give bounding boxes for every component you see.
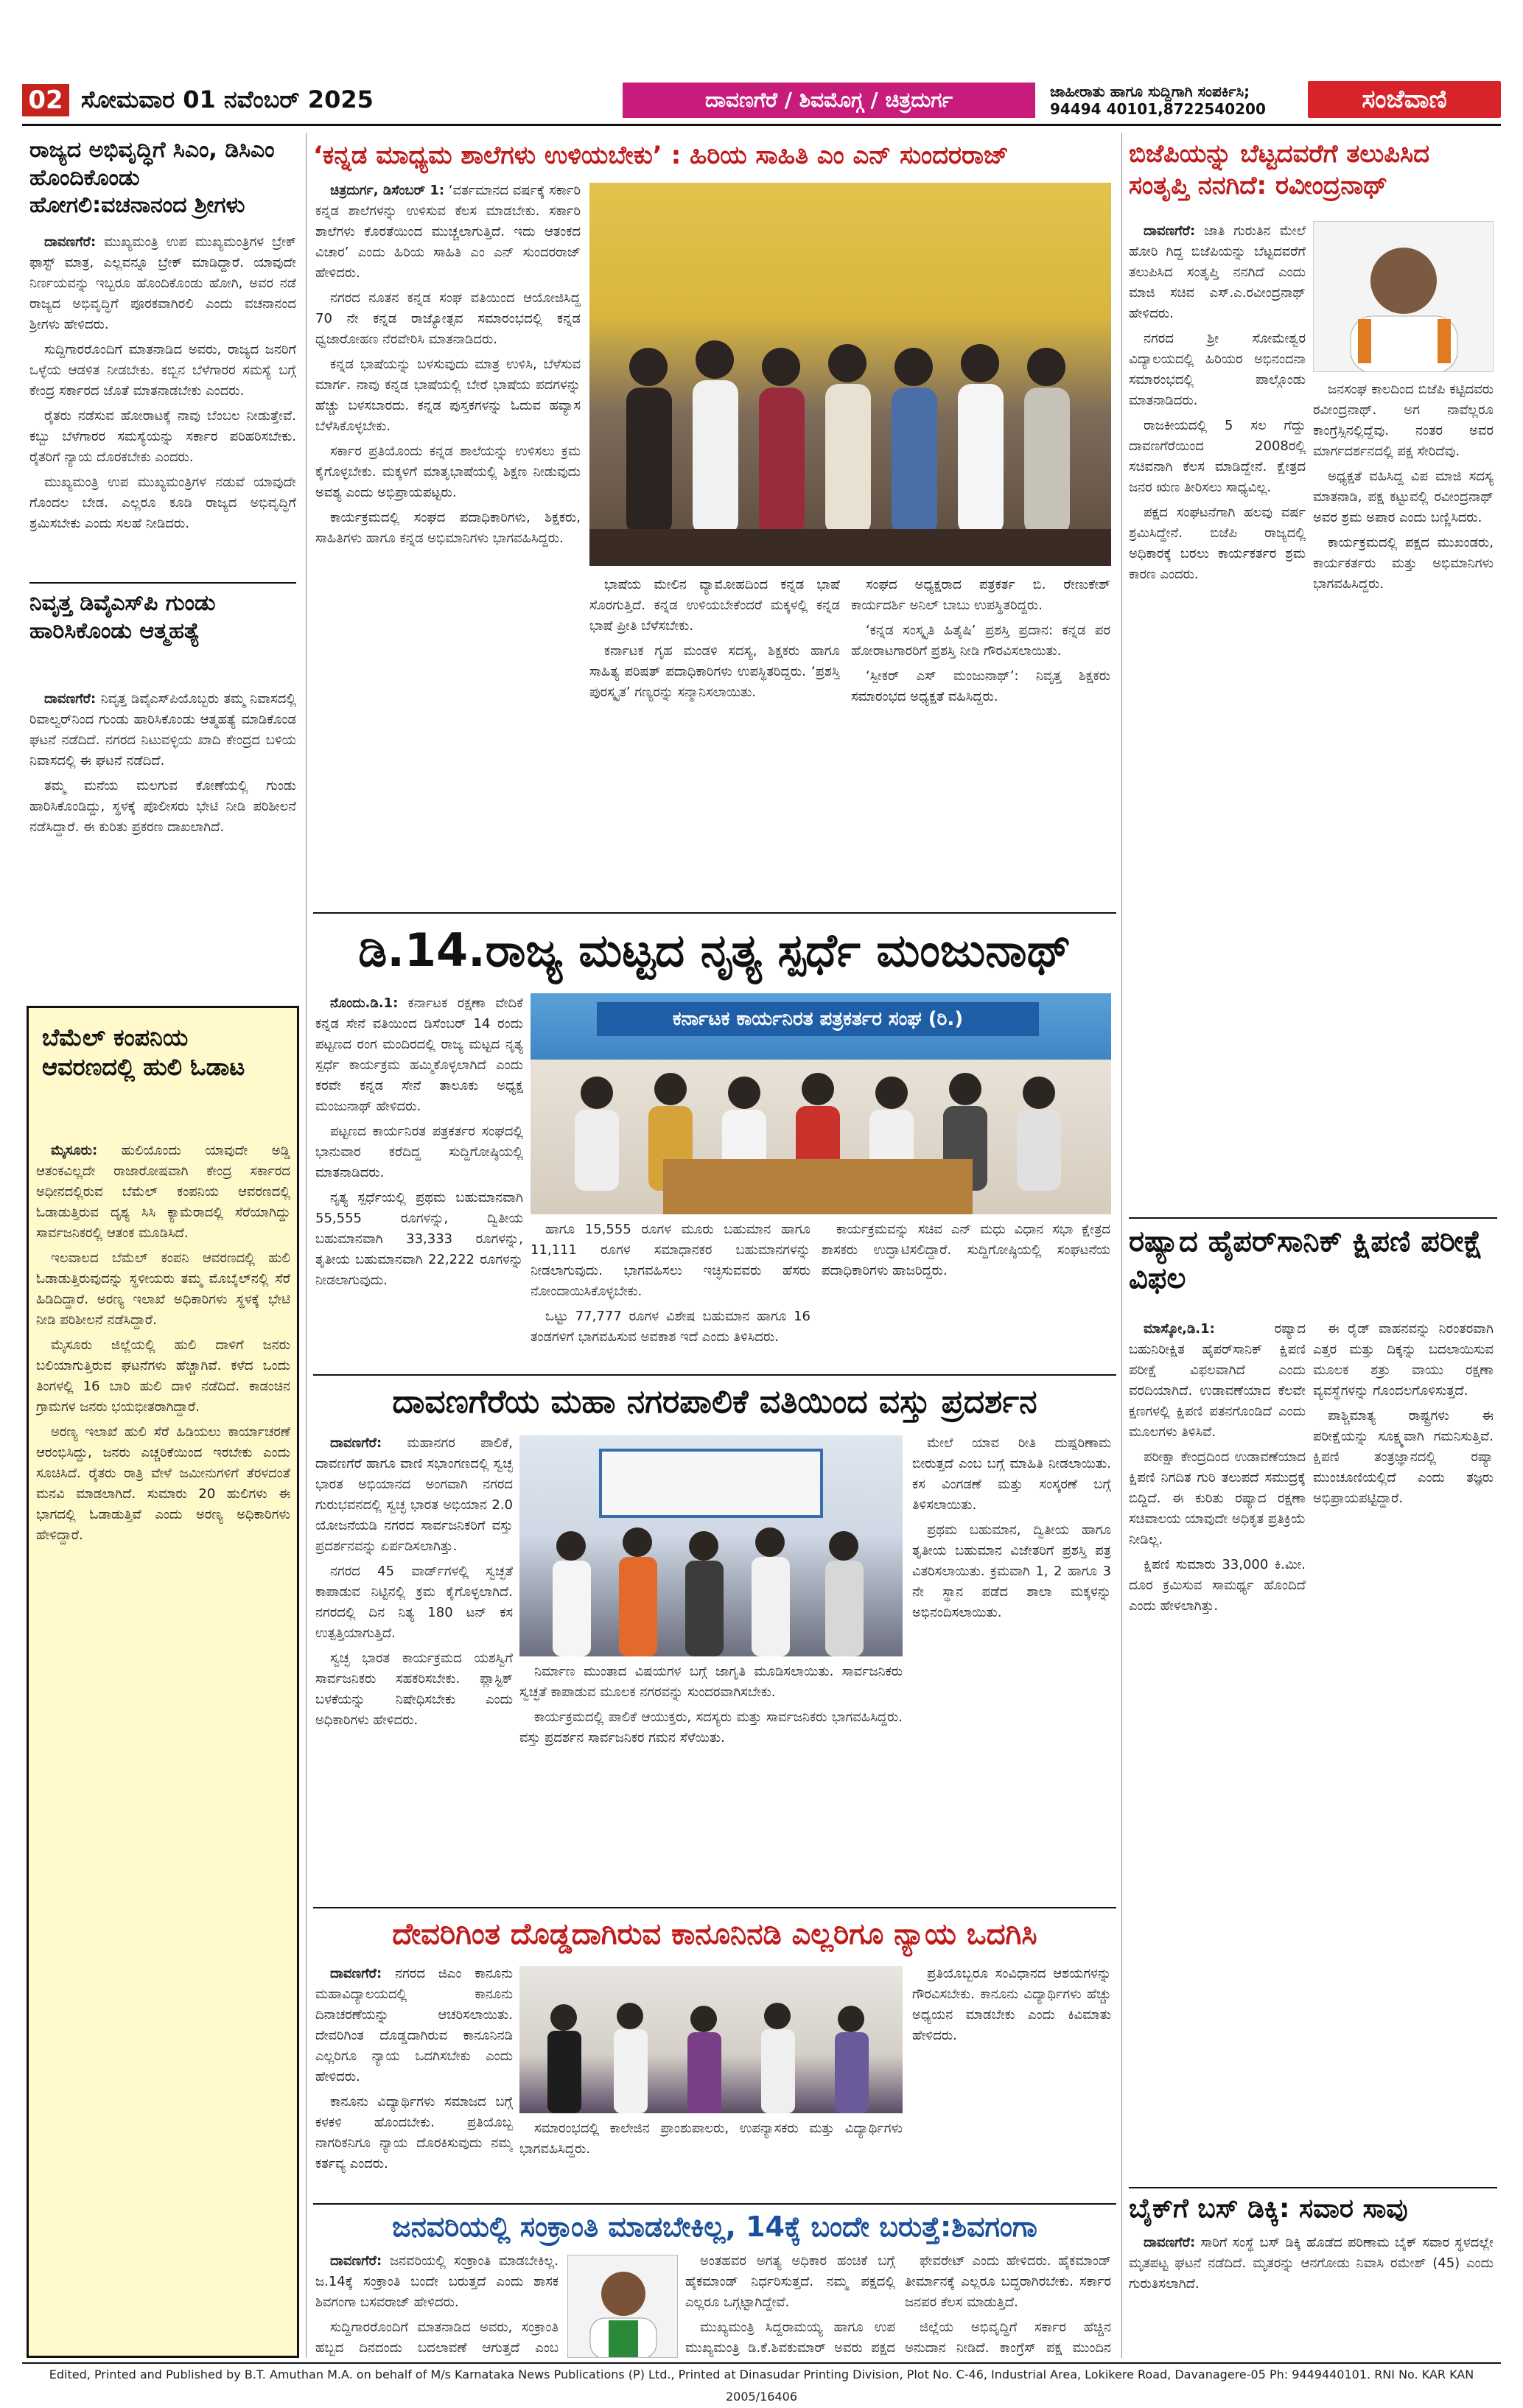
dateline: ಮೈಸೂರು: xyxy=(51,1143,98,1158)
paragraph: ಮಹಾನಗರ ಪಾಲಿಕೆ, ದಾವಣಗೆರೆ ಹಾಗೂ ವಾಣಿ ಸಭಾಂಗಣದಲ್ಲಿ ಸ್ವಚ್ಛ ಭಾರತ ಅಭಿಯಾನದ ಅಂಗವಾಗಿ ನಗರದ ಗುರುಭವನದಲ್ಲಿ ಸ್ವಚ್ಛ ಭಾರತ ಅಭಿಯಾನ 2.0 ಯೋಜನೆಯಡಿ ನಗರದ ಸಾರ್ವಜನಿಕರಿಗೆ ವಸ್ತು ಪ್ರದರ್ಶನವನ್ನು ಏರ್ಪಡಿಸಲಾಗಿತ್ತು. xyxy=(315,1435,513,1554)
dateline: ಮಾಸ್ಕೋ,ಡಿ.1: xyxy=(1144,1321,1215,1337)
paragraph: ಪಟ್ಟಣದ ಕಾರ್ಯನಿರತ ಪತ್ರಕರ್ತರ ಸಂಘದಲ್ಲಿ ಭಾನುವಾರ ಕರೆದಿದ್ದ ಸುದ್ದಿಗೋಷ್ಠಿಯಲ್ಲಿ ಮಾತನಾಡಿದರು. xyxy=(315,1124,523,1180)
paragraph: ನಿವೃತ್ತ ಡಿವೈಎಸ್‌ಪಿಯೊಬ್ಬರು ತಮ್ಮ ನಿವಾಸದಲ್ಲಿ ರಿವಾಲ್ವರ್‌ನಿಂದ ಗುಂಡು ಹಾರಿಸಿಕೊಂಡು ಆತ್ಮಹತ್ಯೆ ಮಾಡಿಕೊಂಡ ಘಟನೆ ನಡೆದಿದೆ. ನಗರದ ನಿಟುವಳ್ಳಿಯ ಖಾದಿ ಕೇಂದ್ರದ ಬಳಿಯ ನಿವಾಸದಲ್ಲಿ ಈ ಘಟನೆ ನಡೆದಿದೆ. xyxy=(29,691,296,769)
paragraph: ಸ್ವಚ್ಛ ಭಾರತ ಕಾರ್ಯಕ್ರಮದ ಯಶಸ್ವಿಗೆ ಸಾರ್ವಜನಿಕರು ಸಹಕರಿಸಬೇಕು. ಪ್ಲಾಸ್ಟಿಕ್ ಬಳಕೆಯನ್ನು ನಿಷೇಧಿಸಬೇಕು ಎಂದು ಅಧಿಕಾರಿಗಳು ಹೇಳಿದರು. xyxy=(315,1651,513,1728)
imprint-footer: Edited, Printed and Published by B.T. Amuthan M.A. on behalf of M/s Karnataka News Publications (P) Ltd., Printed at Dinasudar Printing Division, Plot No. C-46, Industrial Area, Lokikere Road, Davanagere-05 Ph: 9449440101. RNI No. KAR KAN 2005/16406 xyxy=(22,2362,1501,2384)
paragraph: ಜಾತಿ ಗುರುತಿನ ಮೇಲೆ ಹೋರಿ ಗಿದ್ದ ಬಿಜೆಪಿಯನ್ನು ಬೆಟ್ಟದವರೆಗೆ ತಲುಪಿಸಿದ ಸಂತೃಪ್ತಿ ನನಗಿದೆ ಎಂದು ಮಾಜಿ ಸಚಿವ ಎಸ್.ಎ.ರವೀಂದ್ರನಾಥ್ ಹೇಳಿದರು. xyxy=(1129,223,1306,321)
divider xyxy=(29,582,296,584)
headline-dysp-suicide: ನಿವೃತ್ತ ಡಿವೈಎಸ್‌ಪಿ ಗುಂಡು ಹಾರಿಸಿಕೊಂಡು ಆತ್ಮಹತ್ಯೆ xyxy=(29,590,216,644)
article-kannada-schools-col1 xyxy=(315,181,581,906)
article-ravindranath-col2 xyxy=(1313,379,1494,1212)
paragraph: ಪ್ರತಿಯೊಬ್ಬರೂ ಸಂವಿಧಾನದ ಆಶಯಗಳನ್ನು ಗೌರವಿಸಬೇಕು. ಕಾನೂನು ವಿದ್ಯಾರ್ಥಿಗಳು ಹೆಚ್ಚು ಅಧ್ಯಯನ ಮಾಡಬೇಕು ಎಂದು ಕಿವಿಮಾತು ಹೇಳಿದರು. xyxy=(912,1966,1111,2043)
page-number: 02 xyxy=(22,84,69,116)
paragraph: ‘ಸ್ಪೀಕರ್ ಎಸ್ ಮಂಜುನಾಥ್’: ನಿವೃತ್ತ ಶಿಕ್ಷಕರು ಸಮಾರಂಭದ ಅಧ್ಯಕ್ಷತೆ ವಹಿಸಿದ್ದರು. xyxy=(851,668,1110,704)
paragraph: ಮೈಸೂರು ಜಿಲ್ಲೆಯಲ್ಲಿ ಹುಲಿ ದಾಳಿಗೆ ಜನರು ಬಲಿಯಾಗುತ್ತಿರುವ ಘಟನೆಗಳು ಹೆಚ್ಚಾಗಿವೆ. ಕಳೆದ ಒಂದು ತಿಂಗಳಲ್ಲಿ 16 ಬಾರಿ ಹುಲಿ ದಾಳಿ ನಡೆದಿದೆ. ಕಾಡಂಚಿನ ಗ್ರಾಮಗಳ ಜನರು ಭಯಭೀತರಾಗಿದ್ದಾರೆ. xyxy=(36,1337,290,1415)
press-people-illustration xyxy=(531,993,1111,1214)
paragraph: ಕರ್ನಾಟಕ ಗೃಹ ಮಂಡಳಿ ಸದಸ್ಯ, ಶಿಕ್ಷಕರು ಹಾಗೂ ಸಾಹಿತ್ಯ ಪರಿಷತ್ ಪದಾಧಿಕಾರಿಗಳು ಉಪಸ್ಥಿತರಿದ್ದರು. ‘ಪ್ರಶಸ್ತಿ ಪುರಸ್ಕೃತ’ ಗಣ್ಯರನ್ನು ಸನ್ಮಾನಿಸಲಾಯಿತು. xyxy=(589,643,840,700)
headline-ravindranath: ಬಿಜೆಪಿಯನ್ನು ಬೆಟ್ಟದವರೆಗೆ ತಲುಪಿಸಿದ ಸಂತೃಪ್ತಿ ನನಗಿದೆ: ರವೀಂದ್ರನಾಥ್ xyxy=(1129,139,1430,200)
article-sankranti-col3 xyxy=(905,2251,1111,2358)
photo-banner-text: ಕರ್ನಾಟಕ ಕಾರ್ಯನಿರತ ಪತ್ರಕರ್ತರ ಸಂಘ (ರಿ.) xyxy=(597,1002,1039,1036)
photo-kannada-event xyxy=(589,183,1111,566)
paragraph: ಮುಖ್ಯಮಂತ್ರಿ ಸಿದ್ದರಾಮಯ್ಯ ಹಾಗೂ ಉಪ ಮುಖ್ಯಮಂತ್ರಿ ಡಿ.ಕೆ.ಶಿವಕುಮಾರ್ ಅವರು ಪಕ್ಷದ xyxy=(685,2320,895,2356)
divider xyxy=(313,2203,1116,2205)
headline-sankranti: ಜನವರಿಯಲ್ಲಿ ಸಂಕ್ರಾಂತಿ ಮಾಡಬೇಕಿಲ್ಲ, 14ಕ್ಕೆ ಬಂದೇ ಬರುತ್ತೆ:ಶಿವಗಂಗಾ xyxy=(392,2211,1037,2243)
column-rule xyxy=(306,133,307,2358)
article-law-col3 xyxy=(912,1964,1111,2199)
paragraph: ಕಾರ್ಯಕ್ರಮದಲ್ಲಿ ಪಾಲಿಕೆ ಆಯುಕ್ತರು, ಸದಸ್ಯರು ಮತ್ತು ಸಾರ್ವಜನಿಕರು ಭಾಗವಹಿಸಿದ್ದರು. ವಸ್ತು ಪ್ರದರ್ಶನ ಸಾರ್ವಜನಿಕರ ಗಮನ ಸೆಳೆಯಿತು. xyxy=(519,1709,903,1746)
paragraph: ಭಾಷೆಯ ಮೇಲಿನ ವ್ಯಾಮೋಹದಿಂದ ಕನ್ನಡ ಭಾಷೆ ಸೊರಗುತ್ತಿದೆ. ಕನ್ನಡ ಉಳಿಯಬೇಕೆಂದರೆ ಮಕ್ಕಳಲ್ಲಿ ಕನ್ನಡ ಭಾಷೆ ಪ್ರೀತಿ ಬೆಳೆಸಬೇಕು. xyxy=(589,577,840,634)
issue-date: ಸೋಮವಾರ 01 ನವೆಂಬರ್ 2025 xyxy=(81,85,374,113)
dateline: ಚಿತ್ರದುರ್ಗ, ಡಿಸೆಂಬರ್ 1: xyxy=(330,183,445,198)
headline-russia-missile: ರಷ್ಯಾದ ಹೈಪರ್‌ಸಾನಿಕ್ ಕ್ಷಿಪಣಿ ಪರೀಕ್ಷೆ ವಿಫಲ xyxy=(1129,1225,1483,1295)
article-law-col1 xyxy=(315,1964,513,2199)
paragraph: ಅಧ್ಯಕ್ಷತೆ ವಹಿಸಿದ್ದ ವಿಪ ಮಾಜಿ ಸದಸ್ಯ ಮಾತನಾಡಿ, ಪಕ್ಷ ಕಟ್ಟುವಲ್ಲಿ ರವೀಂದ್ರನಾಥ್ ಅವರ ಶ್ರಮ ಅಪಾರ ಎಂದು ಬಣ್ಣಿಸಿದರು. xyxy=(1313,469,1494,525)
dateline: ದಾವಣಗೆರೆ: xyxy=(330,2253,382,2269)
paragraph: ರಷ್ಯಾದ ಬಹುನಿರೀಕ್ಷಿತ ಹೈಪರ್‌ಸಾನಿಕ್ ಕ್ಷಿಪಣಿ ಪರೀಕ್ಷೆ ವಿಫಲವಾಗಿದೆ ಎಂದು ವರದಿಯಾಗಿದೆ. ಉಡಾವಣೆಯಾದ ಕೆಲವೇ ಕ್ಷಣಗಳಲ್ಲಿ ಕ್ಷಿಪಣಿ ಪತನಗೊಂಡಿದೆ ಎಂದು ಮೂಲಗಳು ತಿಳಿಸಿವೆ. xyxy=(1129,1321,1306,1440)
headline-dance-competition: ಡಿ.14.ರಾಜ್ಯ ಮಟ್ಟದ ನೃತ್ಯ ಸ್ಪರ್ಧೆ ಮಂಜುನಾಥ್ xyxy=(358,923,1071,977)
headline-kannada-schools: ‘ಕನ್ನಡ ಮಾಧ್ಯಮ ಶಾಲೆಗಳು ಉಳಿಯಬೇಕು’ : ಹಿರಿಯ ಸಾಹಿತಿ ಎಂ ಎನ್ ಸುಂದರರಾಜ್ xyxy=(313,141,1009,170)
dateline: ದಾವಣಗೆರೆ: xyxy=(44,691,97,707)
dateline: ನೊಂದು.ಡಿ.1: xyxy=(330,995,399,1011)
paragraph: ಒಟ್ಟು 77,777 ರೂಗಳ ವಿಶೇಷ ಬಹುಮಾನ ಹಾಗೂ 16 ತಂಡಗಳಿಗೆ ಭಾಗವಹಿಸುವ ಅವಕಾಶ ಇದೆ ಎಂದು ತಿಳಿಸಿದರು. xyxy=(531,1309,810,1345)
photo-exhibition xyxy=(519,1435,903,1656)
divider xyxy=(1129,1217,1497,1219)
article-bemel-tiger xyxy=(36,1141,290,2349)
paragraph: ನಗರದ ಜಿಎಂ ಕಾನೂನು ಮಹಾವಿದ್ಯಾಲಯದಲ್ಲಿ ಕಾನೂನು ದಿನಾಚರಣೆಯನ್ನು ಆಚರಿಸಲಾಯಿತು. ದೇವರಿಗಿಂತ ದೊಡ್ಡದಾಗಿರುವ ಕಾನೂನಿನಡಿ ಎಲ್ಲರಿಗೂ ನ್ಯಾಯ ಒದಗಿಸಬೇಕು ಎಂದು ಹೇಳಿದರು. xyxy=(315,1966,513,2085)
paragraph: ಕಾರ್ಯಕ್ರಮದಲ್ಲಿ ಪಕ್ಷದ ಮುಖಂಡರು, ಕಾರ್ಯಕರ್ತರು ಮತ್ತು ಅಭಿಮಾನಿಗಳು ಭಾಗವಹಿಸಿದ್ದರು. xyxy=(1313,535,1494,592)
paragraph: ನಿರ್ಮಾಣ ಮುಂತಾದ ವಿಷಯಗಳ ಬಗ್ಗೆ ಜಾಗೃತಿ ಮೂಡಿಸಲಾಯಿತು. ಸಾರ್ವಜನಿಕರು ಸ್ವಚ್ಛತೆ ಕಾಪಾಡುವ ಮೂಲಕ ನಗರವನ್ನು ಸುಂದರವಾಗಿಸಬೇಕು. xyxy=(519,1664,903,1700)
dateline: ದಾವಣಗೆರೆ: xyxy=(44,234,97,250)
paragraph: ಸುದ್ದಿಗಾರರೊಂದಿಗೆ ಮಾತನಾಡಿದ ಅವರು, ಸಂಕ್ರಾಂತಿ ಹಬ್ಬದ ದಿನದಂದು ಬದಲಾವಣೆ ಆಗುತ್ತದೆ ಎಂಬ xyxy=(315,2320,559,2356)
divider xyxy=(313,1907,1116,1908)
article-bus-accident xyxy=(1129,2233,1494,2358)
exhibition-people-illustration xyxy=(519,1435,903,1656)
law-day-people-illustration xyxy=(519,1966,903,2113)
paragraph: ಹುಲಿಯೊಂದು ಯಾವುದೇ ಅಡ್ಡಿ ಆತಂಕವಿಲ್ಲದೇ ರಾಜಾರೋಷವಾಗಿ ಕೇಂದ್ರ ಸರ್ಕಾರದ ಅಧೀನದಲ್ಲಿರುವ ಬೆಮೆಲ್ ಕಂಪನಿಯ ಆವರಣದಲ್ಲಿ ಓಡಾಡುತ್ತಿರುವ ದೃಶ್ಯ ಸಿಸಿ ಕ್ಯಾಮೆರಾದಲ್ಲಿ ಸೆರೆಯಾಗಿದ್ದು ಸಾರ್ವಜನಿಕರಲ್ಲಿ ಆತಂಕ ಮೂಡಿಸಿದೆ. xyxy=(36,1143,290,1241)
paragraph: ಮುಖ್ಯಮಂತ್ರಿ ಉಪ ಮುಖ್ಯಮಂತ್ರಿಗಳ ನಡುವೆ ಯಾವುದೇ ಗೊಂದಲ ಬೇಡ. ಎಲ್ಲರೂ ಕೂಡಿ ರಾಜ್ಯದ ಅಭಿವೃದ್ಧಿಗೆ ಶ್ರಮಿಸಬೇಕು ಎಂದು ಸಲಹೆ ನೀಡಿದರು. xyxy=(29,475,296,531)
paragraph: ಮುಖ್ಯಮಂತ್ರಿ ಉಪ ಮುಖ್ಯಮಂತ್ರಿಗಳ ಬ್ರೇಕ್ ಫಾಸ್ಟ್ ಮಾತ್ರ, ಎಲ್ಲವನ್ನೂ ಬ್ರೇಕ್ ಮಾಡಿದ್ದಾರೆ. ಯಾವುದೇ ನಿರ್ಣಯವನ್ನು ಇಬ್ಬರೂ ಹೊಂದಿಕೊಂಡು ಹೋಗಿ, ಅವರ ನಡೆ ರಾಜ್ಯದ ಅಭಿವೃದ್ಧಿಗೆ ಪೂರಕವಾಗಿರಲಿ ಎಂದು ವಚನಾನಂದ ಶ್ರೀಗಳು ಹೇಳಿದರು. xyxy=(29,234,296,332)
headline-exhibition: ದಾವಣಗೆರೆಯ ಮಹಾ ನಗರಪಾಲಿಕೆ ವತಿಯಿಂದ ವಸ್ತು ಪ್ರದರ್ಶನ xyxy=(392,1383,1037,1421)
newspaper-logo: ಸಂಜೆವಾಣಿ xyxy=(1308,81,1501,118)
paragraph: ನೃತ್ಯ ಸ್ಪರ್ಧೆಯಲ್ಲಿ ಪ್ರಥಮ ಬಹುಮಾನವಾಗಿ 55,555 ರೂಗಳನ್ನು, ದ್ವಿತೀಯ ಬಹುಮಾನವಾಗಿ 33,333 ರೂಗಳನ್ನು, ತೃತೀಯ ಬಹುಮಾನವಾಗಿ 22,222 ರೂಗಳನ್ನು ನೀಡಲಾಗುವುದು. xyxy=(315,1190,523,1288)
dateline: ದಾವಣಗೆರೆ: xyxy=(330,1966,382,1981)
headline-bus-accident: ಬೈಕ್‌ಗೆ ಬಸ್ ಡಿಕ್ಕಿ: ಸವಾರ ಸಾವು xyxy=(1129,2194,1408,2224)
article-law-col2 xyxy=(519,2118,903,2199)
divider xyxy=(313,1374,1116,1376)
paragraph: ಕ್ಷಿಪಣಿ ಸುಮಾರು 33,000 ಕಿ.ಮೀ. ದೂರ ಕ್ರಮಿಸುವ ಸಾಮರ್ಥ್ಯ ಹೊಂದಿದೆ ಎಂದು ಹೇಳಲಾಗಿತ್ತು. xyxy=(1129,1557,1306,1614)
paragraph: ಸುದ್ದಿಗಾರರೊಂದಿಗೆ ಮಾತನಾಡಿದ ಅವರು, ರಾಜ್ಯದ ಜನರಿಗೆ ಒಳ್ಳೆಯ ಆಡಳಿತ ನೀಡಬೇಕು. ಕಬ್ಬಿನ ಬೆಳೆಗಾರರ ಸಮಸ್ಯೆ ಬಗ್ಗೆ ಕೇಂದ್ರ ಸರ್ಕಾರದ ಜೊತೆ ಮಾತನಾಡಬೇಕು ಎಂದರು. xyxy=(29,342,296,399)
paragraph: ಕನ್ನಡ ಭಾಷೆಯನ್ನು ಬಳಸುವುದು ಮಾತ್ರ ಉಳಿಸಿ, ಬೆಳೆಸುವ ಮಾರ್ಗ. ನಾವು ಕನ್ನಡ ಭಾಷೆಯಲ್ಲಿ ಬೇರೆ ಭಾಷೆಯ ಪದಗಳನ್ನು ಹೆಚ್ಚು ಬಳಸಬಾರದು. ಕನ್ನಡ ಪುಸ್ತಕಗಳನ್ನು ಓದುವ ಹವ್ಯಾಸ ಬೆಳೆಸಿಕೊಳ್ಳಬೇಕು. xyxy=(315,357,581,434)
article-cm-dcm xyxy=(29,232,296,578)
paragraph: ಪ್ರಥಮ ಬಹುಮಾನ, ದ್ವಿತೀಯ ಹಾಗೂ ತೃತೀಯ ಬಹುಮಾನ ವಿಜೇತರಿಗೆ ಪ್ರಶಸ್ತಿ ಪತ್ರ ವಿತರಿಸಲಾಯಿತು. ಕ್ರಮವಾಗಿ 1, 2 ಹಾಗೂ 3 ನೇ ಸ್ಥಾನ ಪಡೆದ ಶಾಲಾ ಮಕ್ಕಳನ್ನು ಅಭಿನಂದಿಸಲಾಯಿತು. xyxy=(912,1522,1111,1620)
divider xyxy=(313,912,1116,914)
paragraph: ಕಾರ್ಯಕ್ರಮವನ್ನು ಸಚಿವ ಎನ್ ಮಧು ವಿಧಾನ ಸಭಾ ಕ್ಷೇತ್ರದ ಶಾಸಕರು ಉದ್ಘಾಟಿಸಲಿದ್ದಾರೆ. ಸುದ್ದಿಗೋಷ್ಠಿಯಲ್ಲಿ ಸಂಘಟನೆಯ ಪದಾಧಿಕಾರಿಗಳು ಹಾಜರಿದ್ದರು. xyxy=(822,1222,1110,1278)
paragraph: ಕರ್ನಾಟಕ ರಕ್ಷಣಾ ವೇದಿಕೆ ಕನ್ನಡ ಸೇನೆ ವತಿಯಿಂದ ಡಿಸೆಂಬರ್ 14 ರಂದು ಪಟ್ಟಣದ ರಂಗ ಮಂದಿರದಲ್ಲಿ ರಾಜ್ಯ ಮಟ್ಟದ ನೃತ್ಯ ಸ್ಪರ್ಧೆ ಕಾರ್ಯಕ್ರಮ ಹಮ್ಮಿಕೊಳ್ಳಲಾಗಿದೆ ಎಂದು ಕರವೇ ಕನ್ನಡ ಸೇನೆ ತಾಲೂಕು ಅಧ್ಯಕ್ಷ ಮಂಜುನಾಥ್ ಹೇಳಿದರು. xyxy=(315,995,523,1114)
page-header xyxy=(22,81,1501,119)
paragraph: ಇಲವಾಲದ ಬೆಮೆಲ್ ಕಂಪನಿ ಆವರಣದಲ್ಲಿ ಹುಲಿ ಓಡಾಡುತ್ತಿರುವುದನ್ನು ಸ್ಥಳೀಯರು ತಮ್ಮ ಮೊಬೈಲ್‌ನಲ್ಲಿ ಸೆರೆ ಹಿಡಿದಿದ್ದಾರೆ. ಅರಣ್ಯ ಇಲಾಖೆ ಅಧಿಕಾರಿಗಳು ಸ್ಥಳಕ್ಕೆ ಭೇಟಿ ನೀಡಿ ಪರಿಶೀಲನೆ ನಡೆಸಿದ್ದಾರೆ. xyxy=(36,1250,290,1328)
paragraph: ಈ ರೈಡ್ ವಾಹನವನ್ನು ನಿರಂತರವಾಗಿ ಎತ್ತರ ಮತ್ತು ದಿಕ್ಕನ್ನು ಬದಲಾಯಿಸುವ ಮೂಲಕ ಶತ್ರು ವಾಯು ರಕ್ಷಣಾ ವ್ಯವಸ್ಥೆಗಳನ್ನು ಗೊಂದಲಗೊಳಿಸುತ್ತದೆ. xyxy=(1313,1321,1494,1399)
paragraph: ನಗರದ ಶ್ರೀ ಸೋಮೇಶ್ವರ ವಿದ್ಯಾಲಯದಲ್ಲಿ ಹಿರಿಯರ ಅಭಿನಂದನಾ ಸಮಾರಂಭದಲ್ಲಿ ಪಾಲ್ಗೊಂಡು ಮಾತನಾಡಿದರು. xyxy=(1129,331,1306,408)
paragraph: ಹಾಗೂ 15,555 ರೂಗಳ ಮೂರು ಬಹುಮಾನ ಹಾಗೂ 11,111 ರೂಗಳ ಸಮಾಧಾನಕರ ಬಹುಮಾನಗಳನ್ನು ನೀಡಲಾಗುವುದು. ಭಾಗವಹಿಸಲು ಇಚ್ಛಿಸುವವರು ಹೆಸರು ನೋಂದಾಯಿಸಿಕೊಳ್ಳಬೇಕು. xyxy=(531,1222,810,1299)
article-dance-col2 xyxy=(531,1219,810,1371)
dateline: ದಾವಣಗೆರೆ: xyxy=(1144,2235,1196,2250)
dateline: ದಾವಣಗೆರೆ: xyxy=(330,1435,382,1451)
paragraph: ನಗರದ ನೂತನ ಕನ್ನಡ ಸಂಘ ವತಿಯಿಂದ ಆಯೋಜಿಸಿದ್ದ 70 ನೇ ಕನ್ನಡ ರಾಜ್ಯೋತ್ಸವ ಸಮಾರಂಭದಲ್ಲಿ ಕನ್ನಡ ಧ್ವಜಾರೋಹಣ ನೆರವೇರಿಸಿ ಮಾತನಾಡಿದರು. xyxy=(315,290,581,347)
article-sankranti-col2 xyxy=(685,2251,895,2358)
divider xyxy=(1129,2187,1497,2188)
paragraph: ಅರಣ್ಯ ಇಲಾಖೆ ಹುಲಿ ಸೆರೆ ಹಿಡಿಯಲು ಕಾರ್ಯಾಚರಣೆ ಆರಂಭಿಸಿದ್ದು, ಜನರು ಎಚ್ಚರಿಕೆಯಿಂದ ಇರಬೇಕು ಎಂದು ಸೂಚಿಸಿದೆ. ರೈತರು ರಾತ್ರಿ ವೇಳೆ ಜಮೀನುಗಳಿಗೆ ತೆರಳದಂತೆ ಮನವಿ ಮಾಡಲಾಗಿದೆ. ಸುಮಾರು 20 ಹುಲಿಗಳು ಈ ಭಾಗದಲ್ಲಿ ಓಡಾಡುತ್ತಿವೆ ಎಂದು ಅರಣ್ಯ ಅಧಿಕಾರಿಗಳು ಹೇಳಿದ್ದಾರೆ. xyxy=(36,1424,290,1543)
paragraph: ಪಕ್ಷದ ಸಂಘಟನೆಗಾಗಿ ಹಲವು ವರ್ಷ ಶ್ರಮಿಸಿದ್ದೇನೆ. ಬಿಜೆಪಿ ರಾಜ್ಯದಲ್ಲಿ ಅಧಿಕಾರಕ್ಕೆ ಬರಲು ಕಾರ್ಯಕರ್ತರ ಶ್ರಮ ಕಾರಣ ಎಂದರು. xyxy=(1129,505,1306,582)
paragraph: ‘ವರ್ತಮಾನದ ವರ್ಷಕ್ಕೆ ಸರ್ಕಾರಿ ಕನ್ನಡ ಶಾಲೆಗಳನ್ನು ಉಳಿಸುವ ಕೆಲಸ ಮಾಡಬೇಕು. ಸರ್ಕಾರಿ ಶಾಲೆಗಳು ಕೊರತೆಯಿಂದ ಮುಚ್ಚಲಾಗುತ್ತಿದೆ. ಇದು ಆತಂಕದ ವಿಚಾರ’ ಎಂದು ಹಿರಿಯ ಸಾಹಿತಿ ಎಂ ಎನ್ ಸುಂದರರಾಜ್ ಹೇಳಿದರು. xyxy=(315,183,581,281)
dateline: ದಾವಣಗೆರೆ: xyxy=(1144,223,1196,239)
paragraph: ರಾಜಕೀಯದಲ್ಲಿ 5 ಸಲ ಗೆದ್ದು ದಾವಣಗೆರೆಯಿಂದ 2008ರಲ್ಲಿ ಸಚಿವನಾಗಿ ಕೆಲಸ ಮಾಡಿದ್ದೇನೆ. ಕ್ಷೇತ್ರದ ಜನರ ಋಣ ತೀರಿಸಲು ಸಾಧ್ಯವಿಲ್ಲ. xyxy=(1129,418,1306,495)
tiger-news-box xyxy=(27,1006,299,2358)
paragraph: ಸರ್ಕಾರ ಪ್ರತಿಯೊಂದು ಕನ್ನಡ ಶಾಲೆಯನ್ನು ಉಳಿಸಲು ಕ್ರಮ ಕೈಗೊಳ್ಳಬೇಕು. ಮಕ್ಕಳಿಗೆ ಮಾತೃಭಾಷೆಯಲ್ಲಿ ಶಿಕ್ಷಣ ನೀಡುವುದು ಅವಶ್ಯ ಎಂದು ಅಭಿಪ್ರಾಯಪಟ್ಟರು. xyxy=(315,444,581,500)
ad-contact-label: ಜಾಹೀರಾತು ಹಾಗೂ ಸುದ್ದಿಗಾಗಿ ಸಂಪರ್ಕಿಸಿ; xyxy=(1050,83,1250,100)
portrait-illustration xyxy=(568,2255,678,2358)
headline-law-day: ದೇವರಿಗಿಂತ ದೊಡ್ಡದಾಗಿರುವ ಕಾನೂನಿನಡಿ ಎಲ್ಲರಿಗೂ ನ್ಯಾಯ ಒದಗಿಸಿ xyxy=(392,1917,1037,1951)
article-exhibition-col1 xyxy=(315,1433,513,1905)
paragraph: ಅಂತಹವರ ಅಗತ್ಯ ಅಧಿಕಾರ ಹಂಚಿಕೆ ಬಗ್ಗೆ ಹೈಕಮಾಂಡ್ ನಿರ್ಧರಿಸುತ್ತದೆ. ನಮ್ಮ ಪಕ್ಷದಲ್ಲಿ ಎಲ್ಲರೂ ಒಗ್ಗಟ್ಟಾಗಿದ್ದೇವೆ. xyxy=(685,2253,895,2310)
portrait-illustration xyxy=(1314,222,1494,372)
ad-contact-phone: 94494 40101,8722540200 xyxy=(1050,100,1266,118)
headline-bemel-tiger: ಬೆಮೆಲ್ ಕಂಪನಿಯ ಆವರಣದಲ್ಲಿ ಹುಲಿ ಓಡಾಟ xyxy=(42,1023,245,1081)
paragraph: ಕಾರ್ಯಕ್ರಮದಲ್ಲಿ ಸಂಘದ ಪದಾಧಿಕಾರಿಗಳು, ಶಿಕ್ಷಕರು, ಸಾಹಿತಿಗಳು ಹಾಗೂ ಕನ್ನಡ ಅಭಿಮಾನಿಗಳು ಭಾಗವಹಿಸಿದ್ದರು. xyxy=(315,510,581,546)
photo-press-meet xyxy=(531,993,1111,1214)
paragraph: ನಗರದ 45 ವಾರ್ಡ್‌ಗಳಲ್ಲಿ ಸ್ವಚ್ಛತೆ ಕಾಪಾಡುವ ನಿಟ್ಟಿನಲ್ಲಿ ಕ್ರಮ ಕೈಗೊಳ್ಳಲಾಗಿದೆ. ನಗರದಲ್ಲಿ ದಿನ ನಿತ್ಯ 180 ಟನ್ ಕಸ ಉತ್ಪತ್ತಿಯಾಗುತ್ತಿದೆ. xyxy=(315,1564,513,1641)
paragraph: ಮೇಲೆ ಯಾವ ರೀತಿ ದುಷ್ಪರಿಣಾಮ ಬೀರುತ್ತದೆ ಎಂಬ ಬಗ್ಗೆ ಮಾಹಿತಿ ನೀಡಲಾಯಿತು. ಕಸ ವಿಂಗಡಣೆ ಮತ್ತು ಸಂಸ್ಕರಣೆ ಬಗ್ಗೆ ತಿಳಿಸಲಾಯಿತು. xyxy=(912,1435,1111,1513)
article-exhibition-col3 xyxy=(912,1433,1111,1905)
paragraph: ಜನವರಿಯಲ್ಲಿ ಸಂಕ್ರಾಂತಿ ಮಾಡಬೇಕಿಲ್ಲ. ಜ.14ಕ್ಕೆ ಸಂಕ್ರಾಂತಿ ಬಂದೇ ಬರುತ್ತದೆ ಎಂದು ಶಾಸಕ ಶಿವಗಂಗಾ ಬಸವರಾಜ್ ಹೇಳಿದರು. xyxy=(315,2253,559,2310)
article-russia-col1 xyxy=(1129,1319,1306,2181)
paragraph: ಸಮಾರಂಭದಲ್ಲಿ ಕಾಲೇಜಿನ ಪ್ರಾಂಶುಪಾಲರು, ಉಪನ್ಯಾಸಕರು ಮತ್ತು ವಿದ್ಯಾರ್ಥಿಗಳು ಭಾಗವಹಿಸಿದ್ದರು. xyxy=(519,2121,903,2157)
paragraph: ಪಾಶ್ಚಿಮಾತ್ಯ ರಾಷ್ಟ್ರಗಳು ಈ ಪರೀಕ್ಷೆಯನ್ನು ಸೂಕ್ಷ್ಮವಾಗಿ ಗಮನಿಸುತ್ತಿವೆ. ಕ್ಷಿಪಣಿ ತಂತ್ರಜ್ಞಾನದಲ್ಲಿ ರಷ್ಯಾ ಮುಂಚೂಣಿಯಲ್ಲಿದೆ ಎಂದು ತಜ್ಞರು ಅಭಿಪ್ರಾಯಪಟ್ಟಿದ್ದಾರೆ. xyxy=(1313,1408,1494,1506)
article-dysp-suicide xyxy=(29,689,296,998)
article-exhibition-col2 xyxy=(519,1662,903,1905)
column-rule xyxy=(1121,133,1122,2358)
article-dance-col1 xyxy=(315,993,523,1369)
region-banner: ದಾವಣಗೆರೆ / ಶಿವಮೊಗ್ಗ / ಚಿತ್ರದುರ್ಗ xyxy=(623,83,1035,118)
paragraph: ತಮ್ಮ ಮನೆಯ ಮಲಗುವ ಕೋಣೆಯಲ್ಲಿ ಗುಂಡು ಹಾರಿಸಿಕೊಂಡಿದ್ದು, ಸ್ಥಳಕ್ಕೆ ಪೊಲೀಸರು ಭೇಟಿ ನೀಡಿ ಪರಿಶೀಲನೆ ನಡೆಸಿದ್ದಾರೆ. ಈ ಕುರಿತು ಪ್ರಕರಣ ದಾಖಲಾಗಿದೆ. xyxy=(29,778,296,835)
paragraph: ಫೇವರೇಟ್ ಎಂದು ಹೇಳಿದರು. ಹೈಕಮಾಂಡ್ ತೀರ್ಮಾನಕ್ಕೆ ಎಲ್ಲರೂ ಬದ್ಧರಾಗಿರಬೇಕು. ಸರ್ಕಾರ ಜನಪರ ಕೆಲಸ ಮಾಡುತ್ತಿದೆ. xyxy=(905,2253,1111,2310)
people-group-illustration xyxy=(589,183,1111,566)
photo-shivaganga xyxy=(567,2255,678,2358)
paragraph: ಸಂಘದ ಅಧ್ಯಕ್ಷರಾದ ಪತ್ರಕರ್ತ ಬಿ. ರೇಣುಕೇಶ್ ಕಾರ್ಯದರ್ಶಿ ಅನಿಲ್ ಬಾಬು ಉಪಸ್ಥಿತರಿದ್ದರು. xyxy=(851,577,1110,613)
article-kannada-schools-col3 xyxy=(851,575,1110,906)
paragraph: ‘ಕನ್ನಡ ಸಂಸ್ಕೃತಿ ಹಿತೈಷಿ’ ಪ್ರಶಸ್ತಿ ಪ್ರದಾನ: ಕನ್ನಡ ಪರ ಹೋರಾಟಗಾರರಿಗೆ ಪ್ರಶಸ್ತಿ ನೀಡಿ ಗೌರವಿಸಲಾಯಿತು. xyxy=(851,623,1110,659)
paragraph: ರೈತರು ನಡೆಸುವ ಹೋರಾಟಕ್ಕೆ ನಾವು ಬೆಂಬಲ ನೀಡುತ್ತೇವೆ. ಕಬ್ಬು ಬೆಳೆಗಾರರ ಸಮಸ್ಯೆಯನ್ನು ಸರ್ಕಾರ ಪರಿಹರಿಸಬೇಕು. ರೈತರಿಗೆ ನ್ಯಾಯ ದೊರಕಬೇಕು ಎಂದರು. xyxy=(29,408,296,465)
photo-law-day xyxy=(519,1966,903,2113)
paragraph: ಜನಸಂಘ ಕಾಲದಿಂದ ಬಿಜೆಪಿ ಕಟ್ಟಿದವರು ರವೀಂದ್ರನಾಥ್. ಅಗ ನಾವೆಲ್ಲರೂ ಕಾಂಗ್ರೆಸ್ಸಿನಲ್ಲಿದ್ದೆವು. ನಂತರ ಅವರ ಮಾರ್ಗದರ್ಶನದಲ್ಲಿ ಪಕ್ಷ ಸೇರಿದೆವು. xyxy=(1313,382,1494,459)
paragraph: ಸಾರಿಗೆ ಸಂಸ್ಥೆ ಬಸ್ ಡಿಕ್ಕಿ ಹೊಡೆದ ಪರಿಣಾಮ ಬೈಕ್ ಸವಾರ ಸ್ಥಳದಲ್ಲೇ ಮೃತಪಟ್ಟ ಘಟನೆ ನಡೆದಿದೆ. ಮೃತರನ್ನು ಆನಗೋಡು ನಿವಾಸಿ ರಮೇಶ್ (45) ಎಂದು ಗುರುತಿಸಲಾಗಿದೆ. xyxy=(1129,2235,1494,2292)
article-russia-col2 xyxy=(1313,1319,1494,2181)
paragraph: ಜಿಲ್ಲೆಯ ಅಭಿವೃದ್ಧಿಗೆ ಸರ್ಕಾರ ಹೆಚ್ಚಿನ ಅನುದಾನ ನೀಡಿದೆ. ಕಾಂಗ್ರೆಸ್ ಪಕ್ಷ ಮುಂದಿನ xyxy=(905,2320,1111,2356)
article-kannada-schools-col2 xyxy=(589,575,840,906)
article-dance-col3 xyxy=(822,1219,1110,1371)
article-ravindranath-col1 xyxy=(1129,221,1306,1212)
headline-cm-dcm: ರಾಜ್ಯದ ಅಭಿವೃದ್ಧಿಗೆ ಸಿಎಂ, ಡಿಸಿಎಂ ಹೊಂದಿಕೊಂಡು ಹೋಗಲಿ:ವಚನಾನಂದ ಶ್ರೀಗಳು xyxy=(29,137,275,218)
header-rule xyxy=(22,124,1501,126)
article-sankranti-col1 xyxy=(315,2251,559,2358)
photo-ravindranath xyxy=(1313,221,1494,372)
paragraph: ಕಾನೂನು ವಿದ್ಯಾರ್ಥಿಗಳು ಸಮಾಜದ ಬಗ್ಗೆ ಕಳಕಳಿ ಹೊಂದಬೇಕು. ಪ್ರತಿಯೊಬ್ಬ ನಾಗರಿಕನಿಗೂ ನ್ಯಾಯ ದೊರಕಿಸುವುದು ನಮ್ಮ ಕರ್ತವ್ಯ ಎಂದರು. xyxy=(315,2094,513,2171)
paragraph: ಪರೀಕ್ಷಾ ಕೇಂದ್ರದಿಂದ ಉಡಾವಣೆಯಾದ ಕ್ಷಿಪಣಿ ನಿಗದಿತ ಗುರಿ ತಲುಪದೆ ಸಮುದ್ರಕ್ಕೆ ಬಿದ್ದಿದೆ. ಈ ಕುರಿತು ರಷ್ಯಾದ ರಕ್ಷಣಾ ಸಚಿವಾಲಯ ಯಾವುದೇ ಅಧಿಕೃತ ಪ್ರತಿಕ್ರಿಯೆ ನೀಡಿಲ್ಲ. xyxy=(1129,1449,1306,1547)
